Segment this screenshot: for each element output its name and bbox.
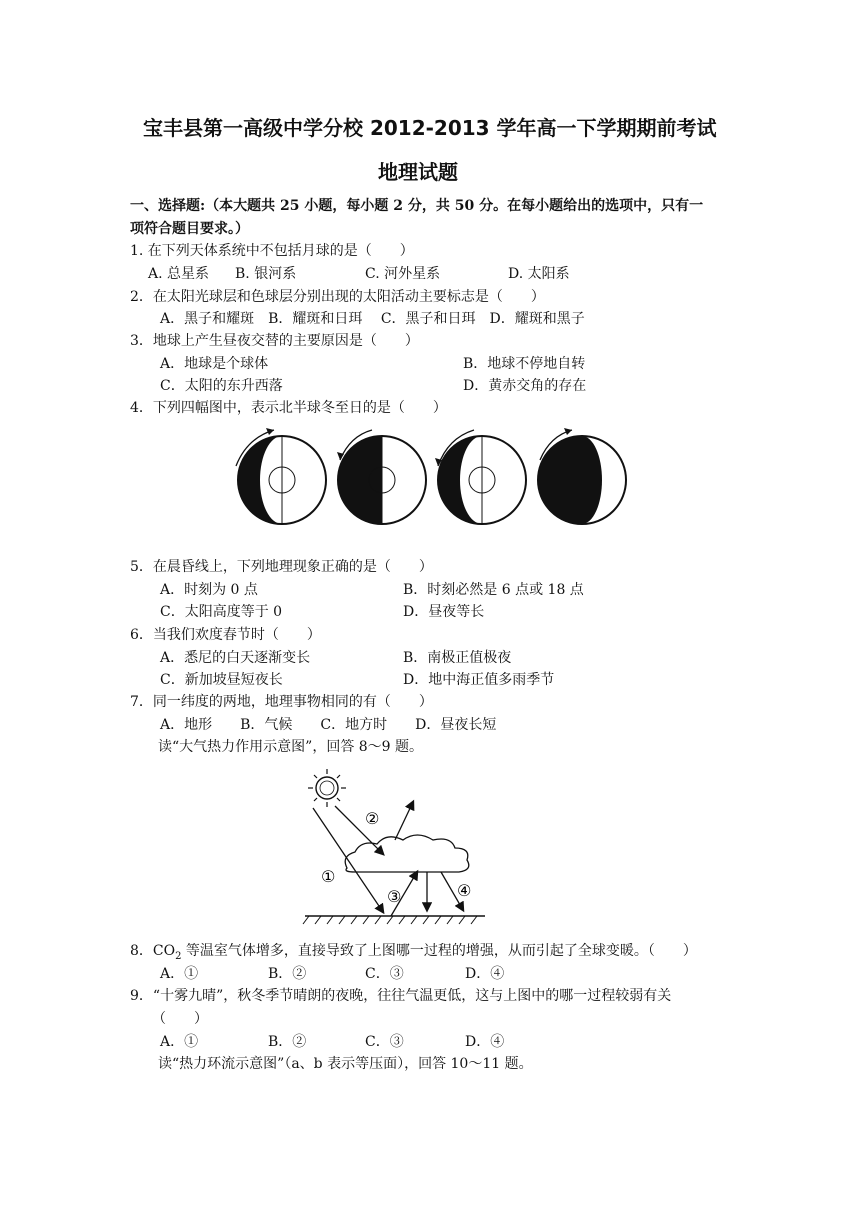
globe-diagram-3 <box>435 430 526 524</box>
q9-option-c: C．③ <box>365 1034 404 1050</box>
label-arrow-1: ① <box>321 867 336 886</box>
q9-option-d: D．④ <box>465 1034 505 1050</box>
q1-option-b: B. 银河系 <box>235 266 297 282</box>
globe-diagram-2 <box>337 430 426 524</box>
q9-option-a: A．① <box>160 1034 199 1050</box>
q1-option-a: A. 总星系 <box>148 266 210 282</box>
section-heading-line1: 一、选择题:（本大题共 25 小题，每小题 2 分，共 50 分。在每小题给出的选项中，只有一 <box>130 198 704 214</box>
q5-option-b: B．时刻必然是 6 点或 18 点 <box>403 582 584 598</box>
q6-option-c: C．新加坡昼短夜长 <box>160 672 283 688</box>
q9-stem-line2: （ ） <box>152 1011 208 1027</box>
q3-option-c: C．太阳的东升西落 <box>160 378 283 394</box>
q2-options: A．黑子和耀斑 B．耀斑和日珥 C．黑子和日珥 D．耀斑和黑子 <box>160 311 585 327</box>
q6-option-b: B．南极正值极夜 <box>403 650 512 666</box>
globe-diagram-4 <box>538 428 626 524</box>
q6-stem: 6．当我们欢度春节时（ ） <box>130 627 321 643</box>
arrow-cloud-reflection-out <box>395 802 413 840</box>
q1-stem: 1. 在下列天体系统中不包括月球的是（ ） <box>130 243 414 259</box>
q2-stem: 2．在太阳光球层和色球层分别出现的太阳活动主要标志是（ ） <box>130 289 545 305</box>
q8-stem-a: 8．CO <box>130 943 176 959</box>
atmosphere-heating-diagram <box>295 760 505 928</box>
page-title: 宝丰县第一高级中学分校 2012-2013 学年高一下学期期前考试 <box>143 116 717 140</box>
q3-option-b: B．地球不停地自转 <box>463 356 586 372</box>
q3-option-d: D．黄赤交角的存在 <box>463 378 587 394</box>
q7-stem: 7．同一纬度的两地，地理事物相同的有（ ） <box>130 694 433 710</box>
q4-stem: 4．下列四幅图中，表示北半球冬至日的是（ ） <box>130 400 447 416</box>
q5-option-d: D．昼夜等长 <box>403 604 485 620</box>
q8-stem-sub: 2 <box>175 950 182 962</box>
q7-options: A．地形 B．气候 C．地方时 D．昼夜长短 <box>160 717 497 733</box>
q8-option-a: A．① <box>160 966 199 982</box>
q5-stem: 5．在晨昏线上，下列地理现象正确的是（ ） <box>130 559 433 575</box>
sun-icon <box>308 769 346 807</box>
q1-option-d: D. 太阳系 <box>508 266 570 282</box>
q1-option-c: C. 河外星系 <box>365 266 441 282</box>
q8-option-c: C．③ <box>365 966 404 982</box>
label-arrow-2: ② <box>365 809 380 828</box>
q8-stem-b: 等温室气体增多，直接导致了上图哪一过程的增强，从而引起了全球变暖。（ ） <box>181 943 697 959</box>
q9-stem-line1: 9．“十雾九晴”，秋冬季节晴朗的夜晚，往往气温更低，这与上图中的哪一过程较弱有关 <box>130 988 672 1004</box>
q3-option-a: A．地球是个球体 <box>160 356 269 372</box>
q8-stem <box>130 941 697 967</box>
q8-option-b: B．② <box>268 966 307 982</box>
cloud-icon <box>345 835 469 872</box>
q9-option-b: B．② <box>268 1034 307 1050</box>
q5-option-a: A．时刻为 0 点 <box>160 582 258 598</box>
label-arrow-3: ③ <box>387 887 402 906</box>
q8-option-d: D．④ <box>465 966 505 982</box>
globe-diagram-1 <box>236 428 326 524</box>
section-heading-line2: 项符合题目要求。） <box>130 221 249 237</box>
reading-prompt-2: 读“热力环流示意图”（a、b 表示等压面），回答 10～11 题。 <box>158 1056 533 1072</box>
q4-globe-diagrams <box>222 424 642 536</box>
q6-option-d: D．地中海正值多雨季节 <box>403 672 555 688</box>
page-subtitle: 地理试题 <box>378 160 458 184</box>
q3-stem: 3．地球上产生昼夜交替的主要原因是（ ） <box>130 333 419 349</box>
label-arrow-4: ④ <box>457 881 472 900</box>
reading-prompt-1: 读“大气热力作用示意图”，回答 8～9 题。 <box>158 739 424 755</box>
q6-option-a: A．悉尼的白天逐渐变长 <box>160 650 311 666</box>
q5-option-c: C．太阳高度等于 0 <box>160 604 283 620</box>
